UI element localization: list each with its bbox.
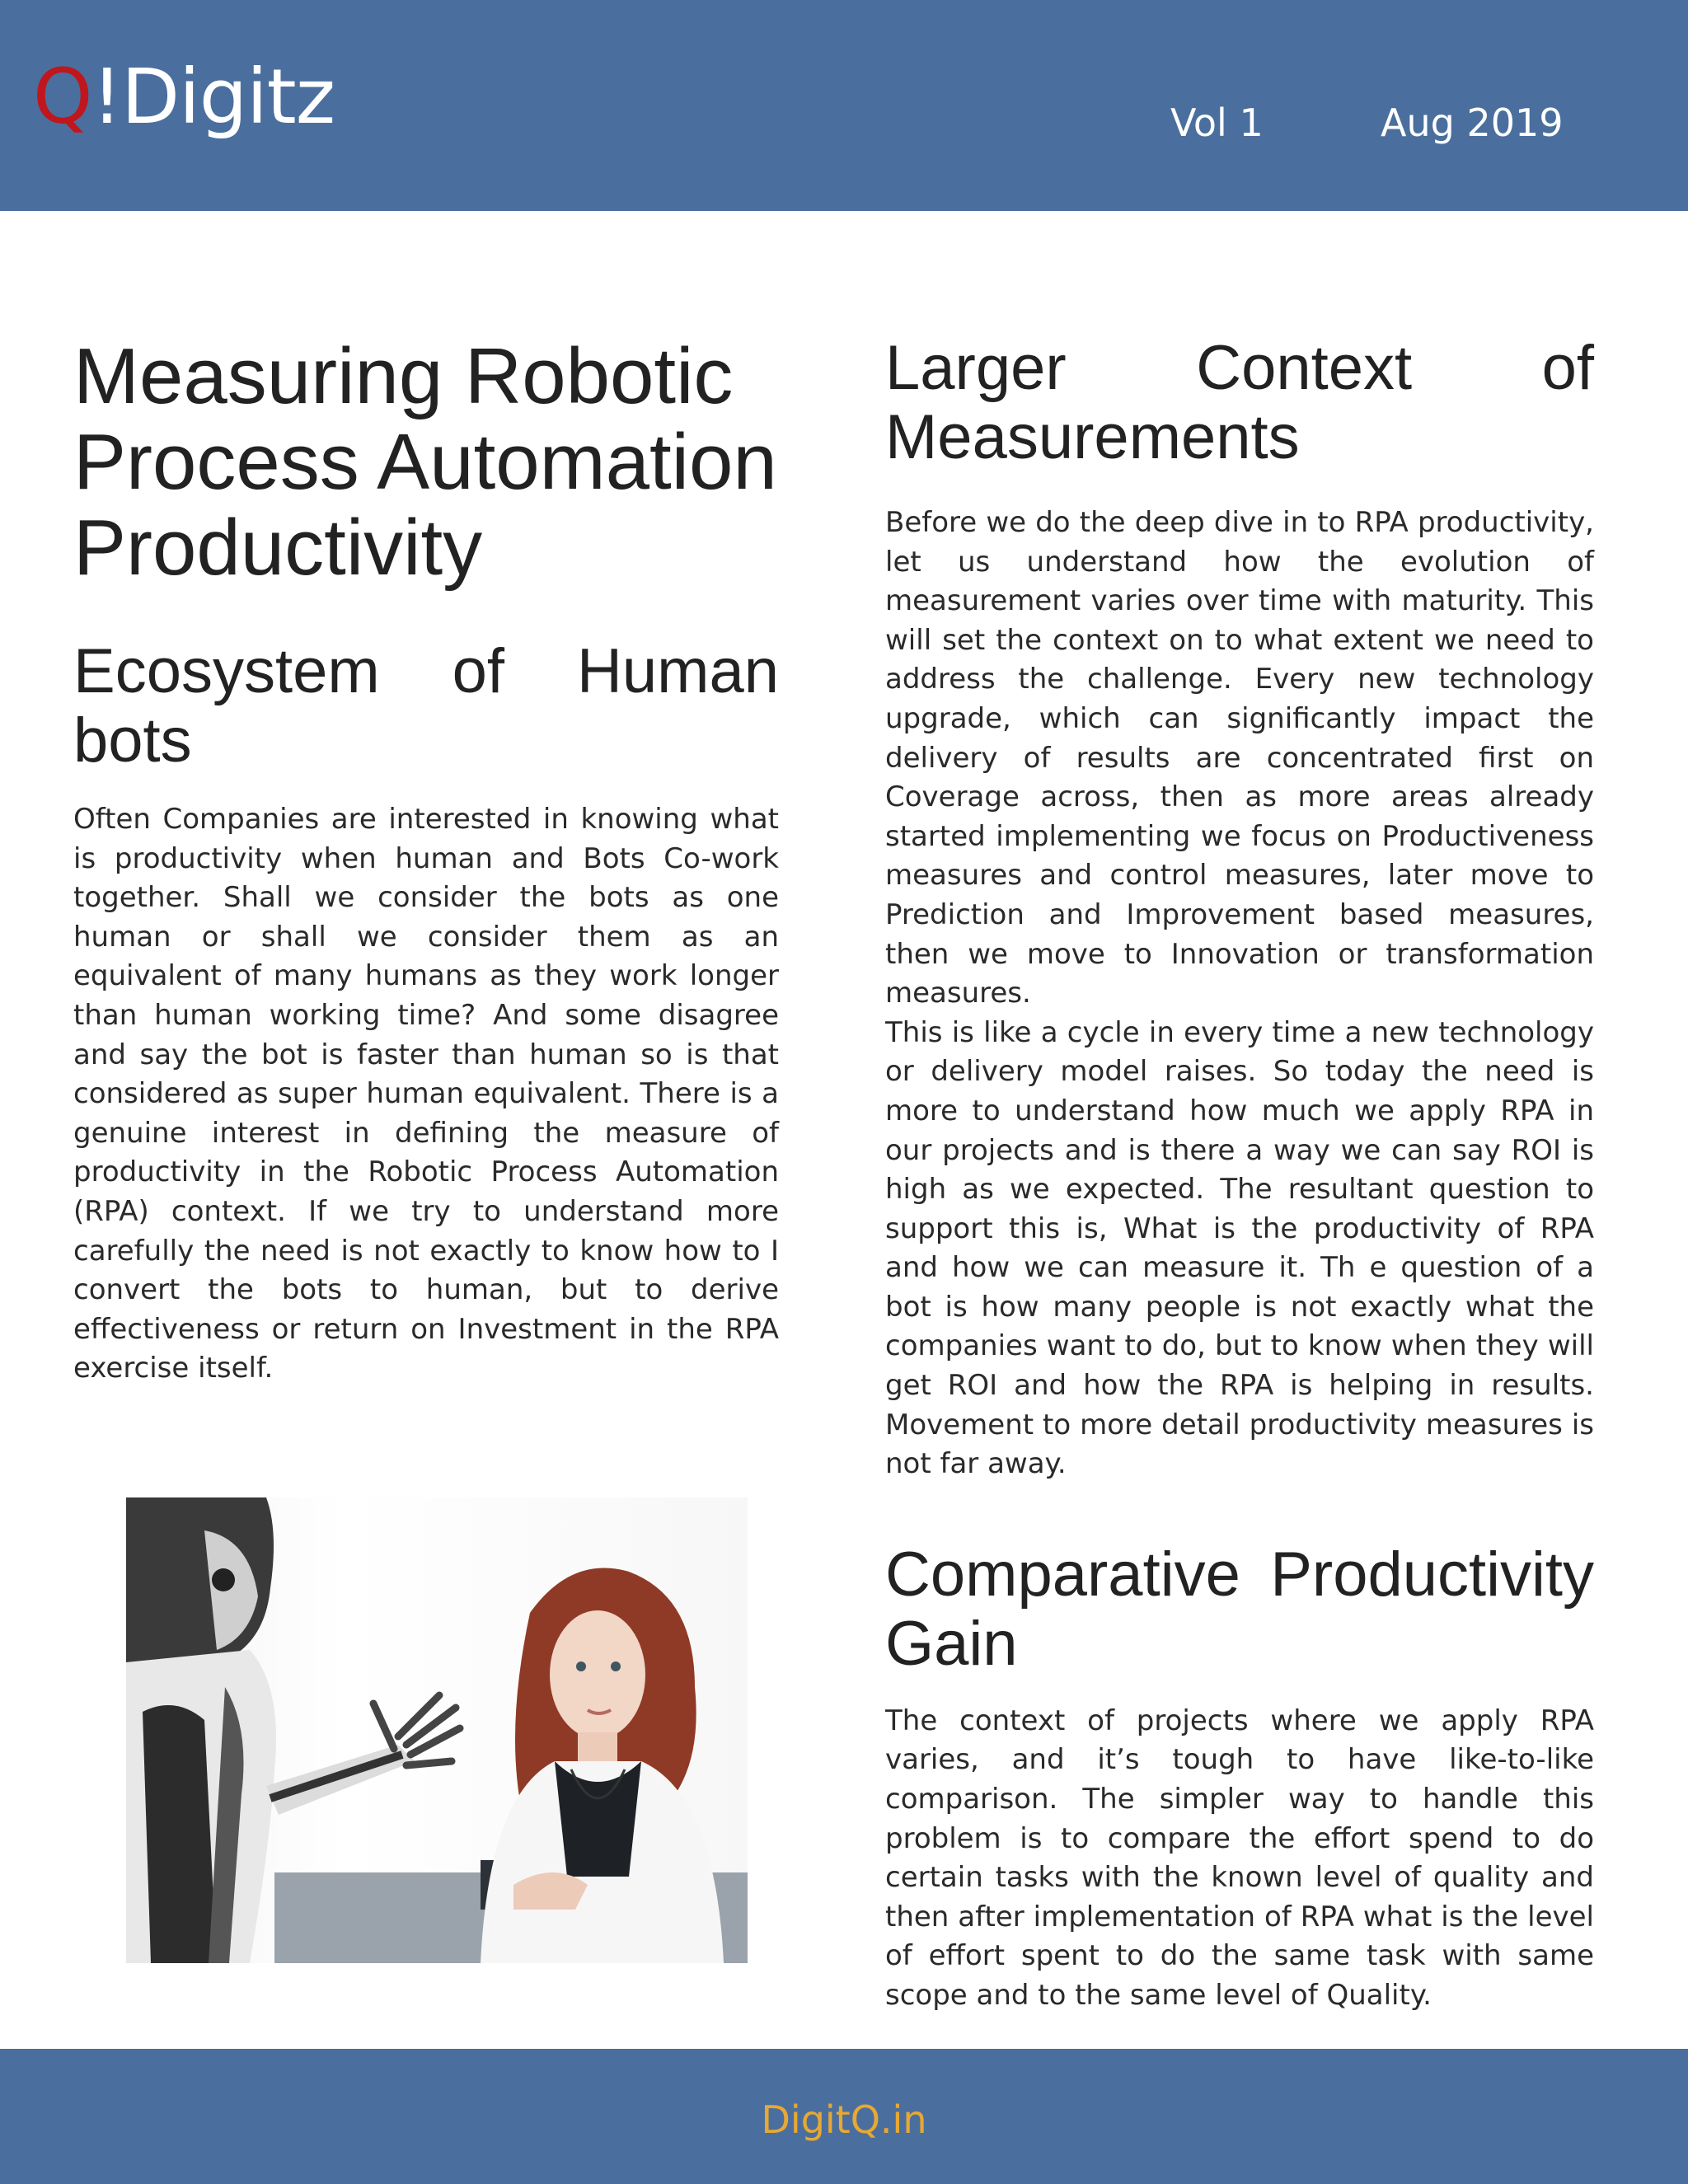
- robot-human-illustration: [126, 1497, 748, 1963]
- left-column: [73, 334, 779, 1389]
- section-text-ecosystem: Often Companies are interested in knowing what is productivity when human and Bots Co-work together. Shall we consider the bots as one human or shall we consider them as an equivalent of many humans as they work longer than human working time? And some disagree and say the bot is faster than human so is that considered as super human equivalent. There is a genuine interest in defining the measure of productivity in the Robotic Process Automation (RPA) context. If we try to understand more carefully the need is not exactly to know how to I convert the bots to human, but to derive effectiveness or return on Investment in the RPA exercise itself.: [73, 803, 779, 1385]
- issue-date: Aug 2019: [1381, 101, 1564, 145]
- section-text-larger-context: Before we do the deep dive in to RPA productivity, let us understand how the evolution of measurement varies over time with maturity. This will set the context on to what extent we need to address the challenge. Every new technology upgrade, which can significantly impact the delivery of results are concentrated first on Coverage across, then as more areas already started implementing we focus on Productiveness measures and control measures, later move to Prediction and Improvement based measures, then we move to Innovation or transformation measures.: [885, 506, 1594, 1010]
- logo-q: Q: [33, 53, 92, 141]
- header-bar: [0, 0, 1688, 211]
- article-title: Measuring Robotic Process Automation Productivity: [73, 332, 777, 592]
- section-text-comparative: The context of projects where we apply RPA varies, and it’s tough to have like-to-like comparison. The simpler way to handle this problem is to compare the effort spend to do certain tasks with the known level of quality and then after implementation of RPA what is the level of effort spent to do the same task with same scope and to the same level of Quality.: [885, 1704, 1594, 2012]
- section-text-larger-context-2: This is like a cycle in every time a new technology or delivery model raises. So today the need is more to understand how much we apply RPA in our projects and is there a way we can say ROI is high as we expected. The resultant question to support this is, What is the productivity of RPA and how we can measure it. Th e question of a bot is how many people is not exactly what the companies want to do, but to know when they will get ROI and how the RPA is helping in results. Movement to more detail productivity measures is not far away.: [885, 1015, 1594, 1481]
- robot-human-photo: [126, 1497, 748, 1963]
- section-title-comparative: Comparative Productivity Gain: [885, 1539, 1594, 1679]
- section-title-ecosystem: Ecosystem of Human bots: [73, 636, 779, 776]
- right-column: [885, 334, 1594, 2016]
- logo-text: !Digitz: [91, 53, 335, 141]
- footer-site-link[interactable]: DigitQ.in: [761, 2097, 927, 2142]
- section-title-larger-context: Larger Context of Measurements: [885, 333, 1594, 472]
- volume-label: Vol 1: [1170, 101, 1264, 145]
- brand-logo[interactable]: [33, 53, 335, 141]
